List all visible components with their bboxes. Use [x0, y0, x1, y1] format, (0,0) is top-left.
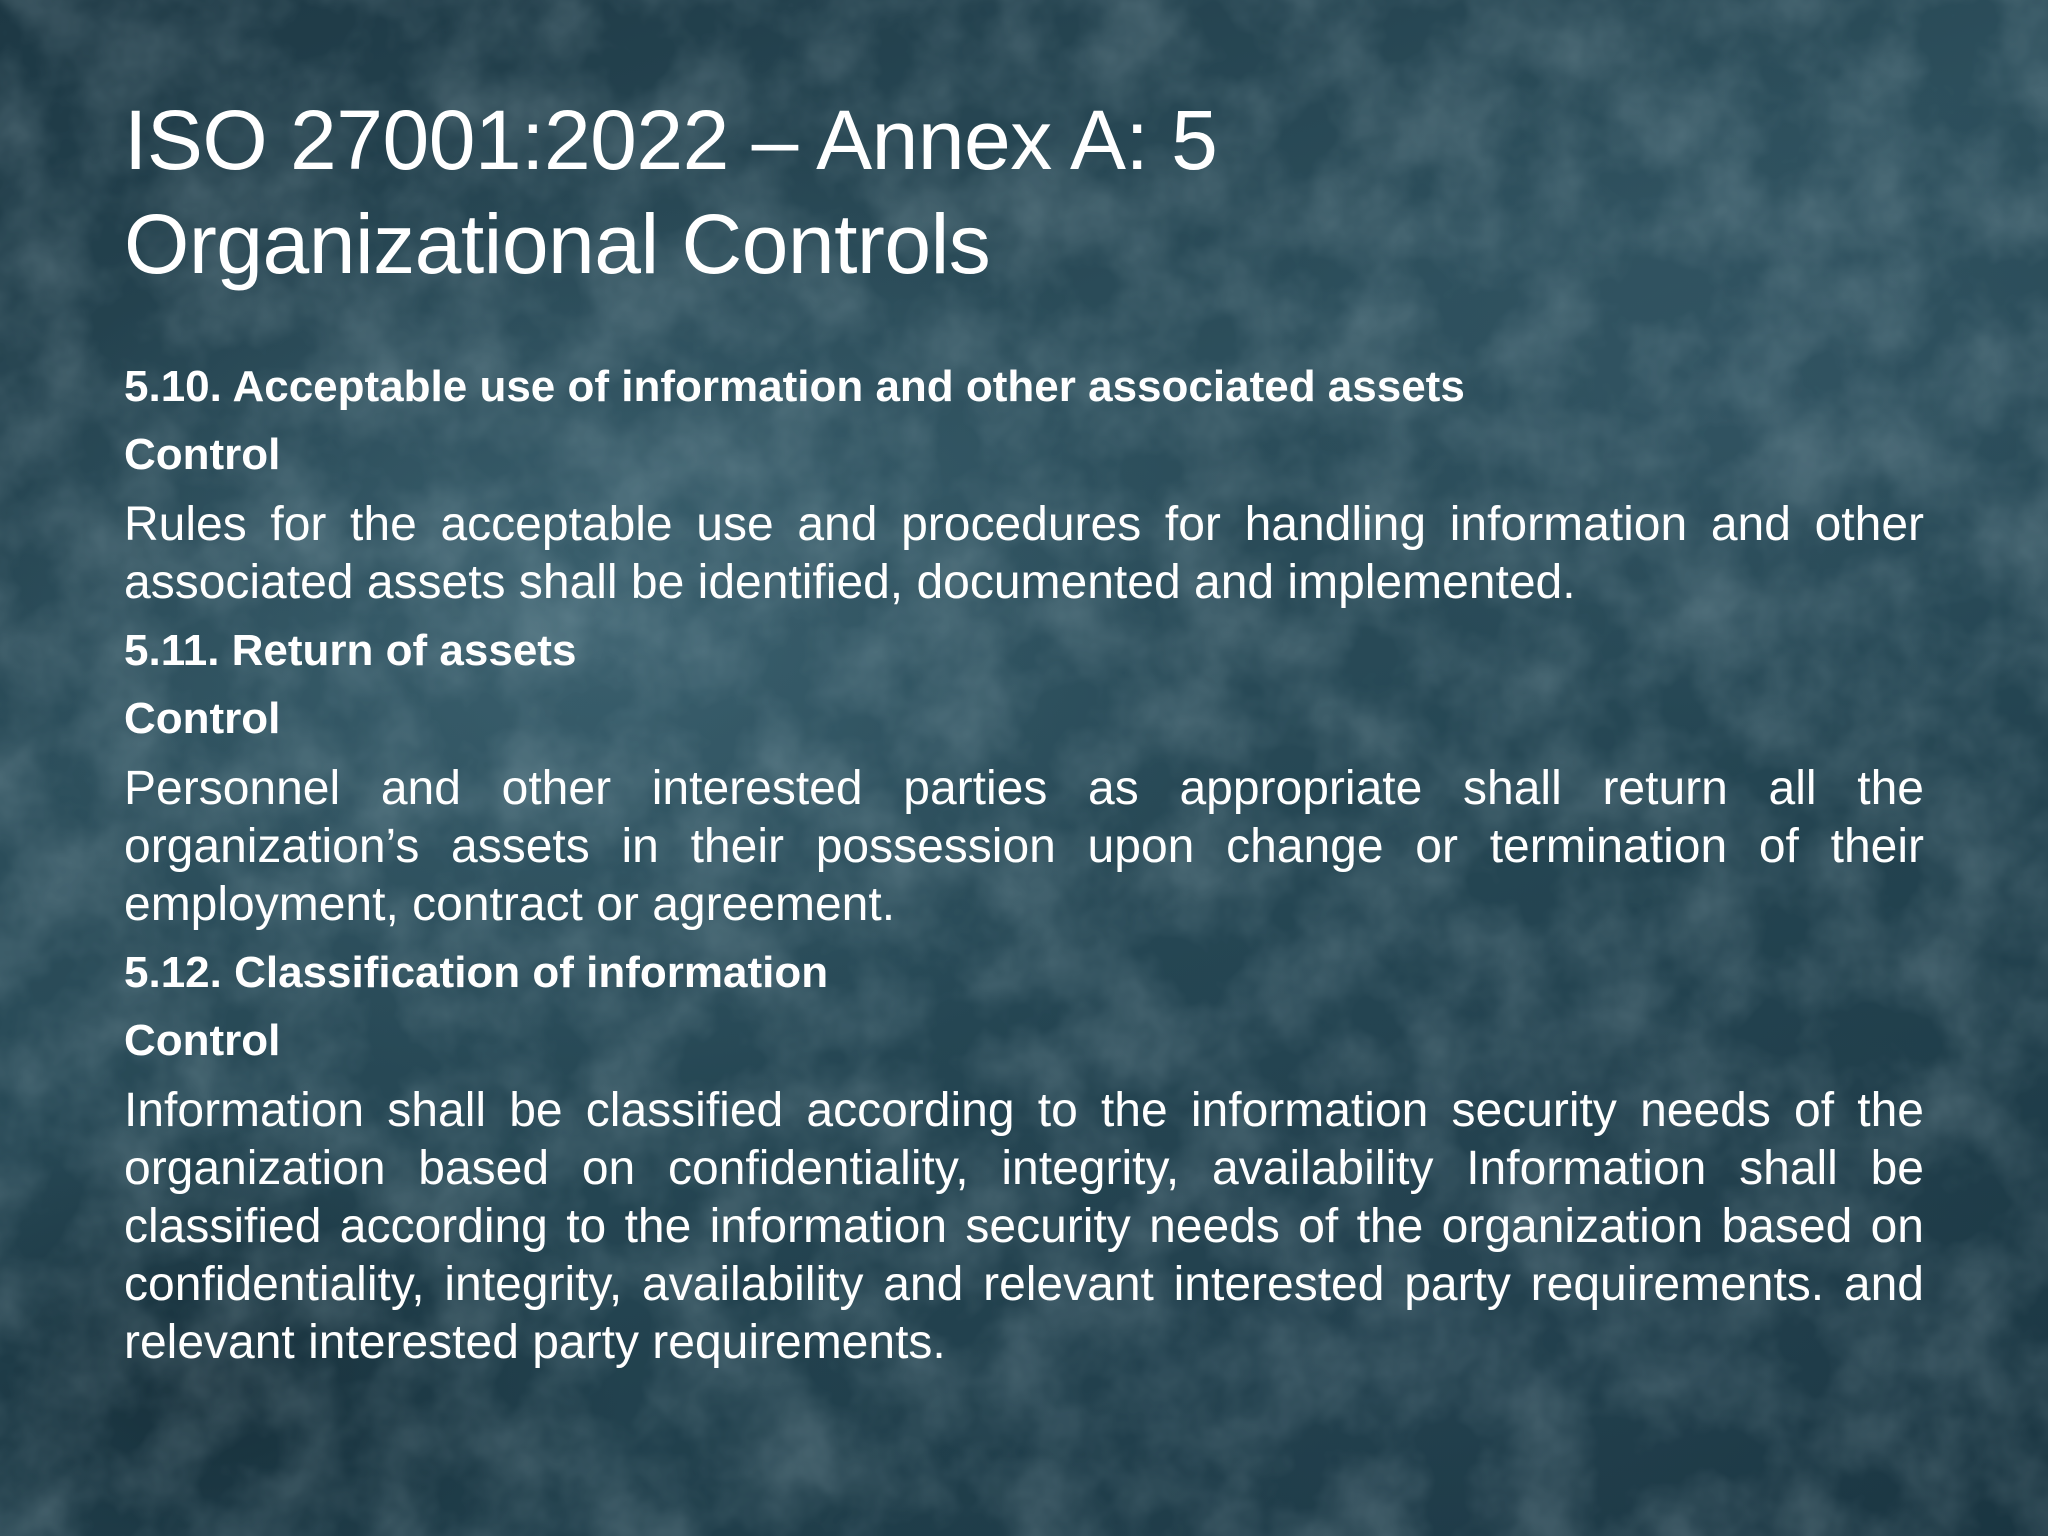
slide-title-block [124, 88, 1924, 296]
slide-title [124, 88, 1924, 296]
section-heading: 5.11. Return of assets [124, 626, 577, 675]
control-label: Control [124, 694, 281, 743]
control-label: Control [124, 1016, 281, 1065]
section-heading: 5.10. Acceptable use of information and other associated assets [124, 362, 1465, 411]
slide-title-line-1: ISO 27001:2022 – Annex A: 5 [124, 93, 1218, 187]
section-5-10 [124, 360, 1924, 612]
section-5-11 [124, 624, 1924, 934]
slide-content [124, 360, 1924, 1384]
slide-title-line-2: Organizational Controls [124, 197, 991, 291]
control-label: Control [124, 430, 281, 479]
section-heading: 5.12. Classification of information [124, 948, 829, 997]
section-5-12 [124, 946, 1924, 1372]
control-text: Rules for the acceptable use and procedures for handling information and other associated assets shall be identified, documented and implemented. [124, 498, 1924, 609]
control-text: Personnel and other interested parties as appropriate shall return all the organization’s assets in their possession upon change or termination of their employment, contract or agreement. [124, 762, 1924, 931]
control-text: Information shall be classified according to the information security needs of the organization based on confidentiality, integrity, availability Information shall be classified according to the information security needs of the organization based on confidentiality, integrity, availability and relevant interested party requirements. and relevant interested party requirements. [124, 1084, 1924, 1369]
